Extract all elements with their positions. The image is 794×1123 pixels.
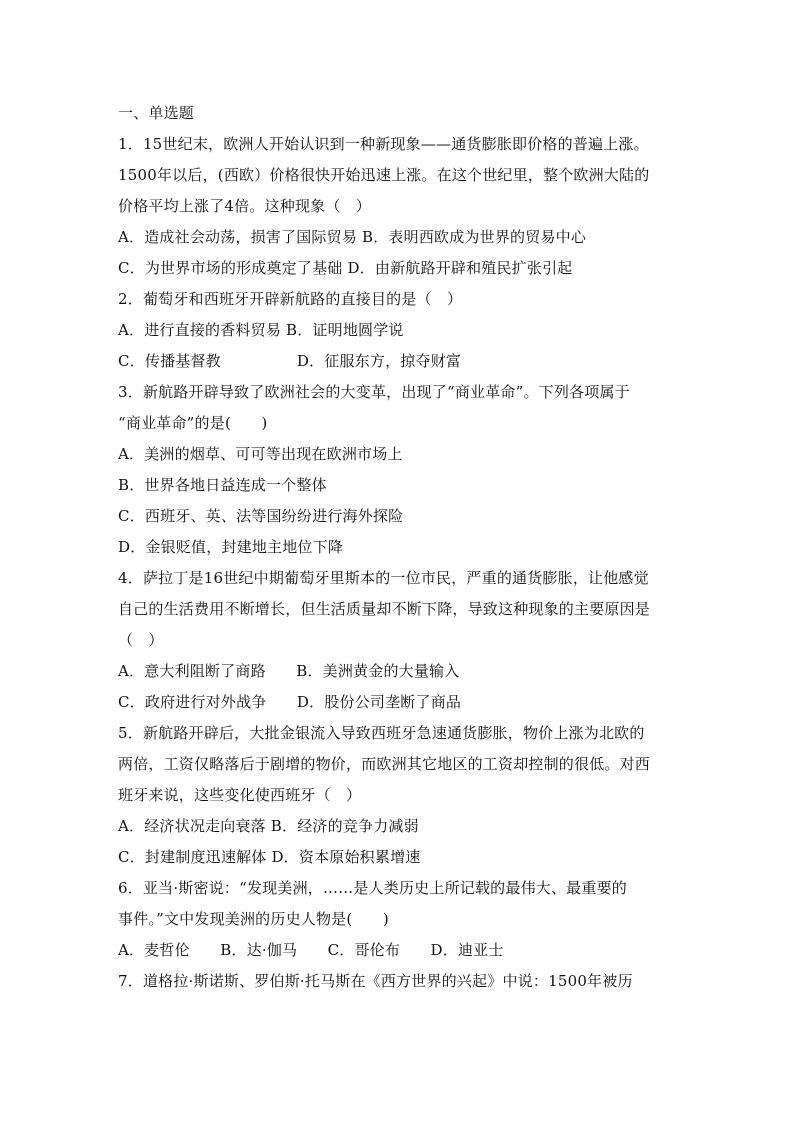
answer-option: B．世界各地日益连成一个整体: [118, 476, 327, 494]
answer-options-line: A．经济状况走向衰落 B．经济的竞争力减弱: [118, 817, 419, 835]
question-stem-line: 价格平均上涨了4倍。这种现象（ ）: [118, 197, 371, 215]
question-stem-line: 5．新航路开辟后，大批金银流入导致西班牙急速通货膨胀，物价上涨为北欧的: [118, 724, 645, 742]
question-stem-line: 自己的生活费用不断增长，但生活质量却不断下降，导致这种现象的主要原因是: [118, 600, 651, 618]
question-stem-line: （ ）: [118, 631, 164, 649]
question-stem-line: 1500年以后，(西欧）价格很快开始迅速上涨。在这个世纪里，整个欧洲大陆的: [118, 166, 650, 184]
question-5: [118, 718, 678, 873]
answer-option: C．西班牙、英、法等国纷纷进行海外探险: [118, 507, 404, 525]
answer-options-line: C．为世界市场的形成奠定了基础 D．由新航路开辟和殖民扩张引起: [118, 259, 573, 277]
question-stem-line: 7．道格拉·斯诺斯、罗伯斯·托马斯在《西方世界的兴起》中说：1500年被历: [118, 972, 633, 990]
question-stem-line: 4．萨拉丁是16世纪中期葡萄牙里斯本的一位市民，严重的通货膨胀，让他感觉: [118, 569, 649, 587]
question-stem-line: 3．新航路开辟导致了欧洲社会的大变革，出现了“商业革命”。下列各项属于: [118, 383, 630, 401]
answer-options-line: A．进行直接的香料贸易 B．证明地圆学说: [118, 321, 404, 339]
question-7: [118, 966, 678, 997]
answer-option: A．美洲的烟草、可可等出现在欧洲市场上: [118, 445, 403, 463]
answer-options-line: C．封建制度迅速解体 D．资本原始积累增速: [118, 848, 421, 866]
question-4: [118, 563, 678, 718]
question-stem-line: “商业革命”的是( ): [118, 414, 268, 432]
question-1: [118, 129, 678, 284]
answer-options-line: A．麦哲伦 B．达·伽马 C．哥伦布 D．迪亚士: [118, 941, 504, 959]
document-page: [118, 98, 678, 997]
question-stem-line: 事件。”文中发现美洲的历史人物是( ): [118, 910, 389, 928]
answer-options-line: A．意大利阻断了商路 B．美洲黄金的大量输入: [118, 662, 460, 680]
question-stem-line: 1．15世纪末，欧洲人开始认识到一种新现象——通货膨胀即价格的普遍上涨。: [118, 135, 649, 153]
question-2: [118, 284, 678, 377]
answer-options-line: C．政府进行对外战争 D．股份公司垄断了商品: [118, 693, 462, 711]
section-title: 一、单选题: [118, 104, 195, 122]
question-stem-line: 两倍，工资仅略落后于剧增的物价，而欧洲其它地区的工资却控制的很低。对西: [118, 755, 651, 773]
question-6: [118, 873, 678, 966]
answer-options-line: A．造成社会动荡，损害了国际贸易 B．表明西欧成为世界的贸易中心: [118, 228, 587, 246]
question-stem-line: 2．葡萄牙和西班牙开辟新航路的直接目的是（ ）: [118, 290, 463, 308]
question-stem-line: 6．亚当·斯密说：“发现美洲，……是人类历史上所记载的最伟大、最重要的: [118, 879, 627, 897]
question-stem-line: 班牙来说，这些变化使西班牙（ ）: [118, 786, 362, 804]
question-3: [118, 377, 678, 563]
answer-option: D．金银贬值，封建地主地位下降: [118, 538, 344, 556]
answer-options-line: C．传播基督教 D．征服东方，掠夺财富: [118, 352, 462, 370]
